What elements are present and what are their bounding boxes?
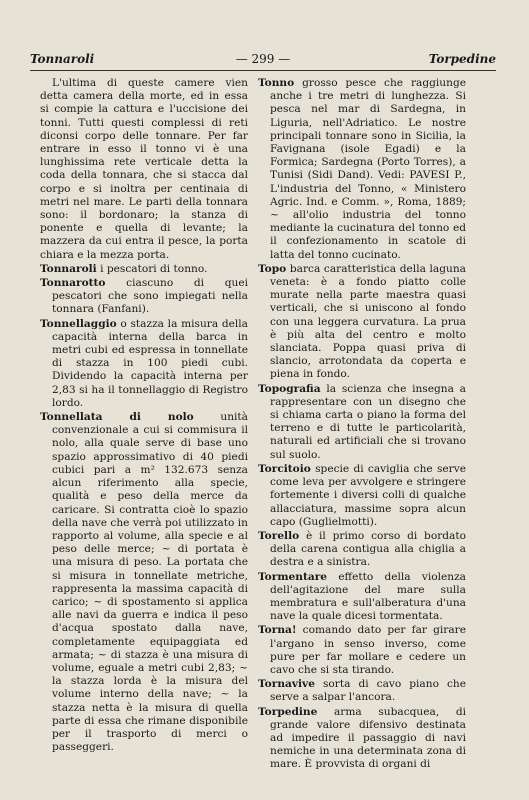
entry	[258, 77, 466, 262]
entry-term: Torna!	[258, 624, 297, 637]
entry-term: Tonnellaggio	[40, 317, 117, 330]
entry-term: Torcitoio	[258, 462, 311, 475]
header-right-word: Torpedine	[428, 52, 496, 66]
entry-term: Tonnarotto	[40, 277, 106, 290]
entry-term: Tormentare	[258, 570, 328, 583]
entry	[40, 263, 248, 276]
entry-text: grosso pesce che raggiunge anche i tre metri di lunghezza. Si pesca nel mar di Sardegna, in Liguria, nell'Adriatico. Le nostre principali tonnare sono in Sicilia, la Favignana (isole Egadi) e la Formica; Sardegna (Porto Torres), a Tunisi (Sidi Dand). Vedi: PAVESI P., L'industria del Tonno, « Ministero Agric. Ind. e Comm. », Roma, 1889; ~ all'olio industria del tonno mediante la cucinatura del tonno ed il confezionamento in scatole di latta del tonno cucinato.	[270, 77, 466, 261]
entry	[40, 77, 248, 262]
entry-text: i pescatori di tonno.	[96, 262, 208, 275]
entry	[40, 411, 248, 754]
entry	[258, 383, 466, 462]
entry-text: è il primo corso di bordato della carena contigua alla chiglia a destra e a sinistra.	[270, 529, 466, 569]
entry-term: Tonno	[258, 77, 295, 89]
entry-text: unità convenzionale a cui si commisura il nolo, alla quale serve di base uno spazio approssimativo di 40 piedi cubici pari a m² 132.673 senza alcun riferimento alla specie, qualità e peso della merce da caricare. Si contratta cioè lo spazio della nave che verrà poi utilizzato in rapporto al volume, alla specie e al peso delle merce; ~ di portata è una misura di peso. La portata che si misura in tonnellate metriche, rappresenta la massima capacità di carico; ~ di spostamento si applica alle navi da guerra e indica il peso d'acqua spostato dalla nave, completamente equipaggiata ed armata; ~ di stazza è una misura di volume, eguale a metri cubi 2,83; ~ la stazza lorda è la misura del volume interno della nave; ~ la stazza netta è la misura di quella parte di essa che rimane disponibile per il trasporto di merci o passeggeri.	[52, 411, 248, 754]
header-rule	[30, 70, 496, 71]
entry-text: L'ultima di queste camere vien detta camera della morte, ed in essa si compie la cattura e l'uccisione dei tonni. Tutti questi complessi di reti diconsi corpo delle tonnare. Per far entrare in esso il tonno vi è una lunghissima rete verticale detta la coda della tonnara, che si stacca dal corpo e si inoltra per centinaia di metri nel mare. Le parti della tonnara sono: il bordonaro; la stanza di ponente e quella di levante; la mazzera da cui entra il pesce, la porta chiara e la mezza porta.	[40, 77, 248, 261]
entry-text: specie di caviglia che serve come leva per avvolgere e stringere fortemente i diversi colli di qualche allacciatura, massime sopra alcun capo (Guglielmotti).	[270, 462, 466, 528]
entry-term: Tonnellata di nolo	[40, 411, 194, 424]
entry	[40, 277, 248, 317]
entry-text: barca caratteristica della laguna veneta: è a fondo piatto colle murate nella parte maestra quasi verticali, che si uniscono al fondo con una leggera curvatura. La prua è più alta del centro e molto slanciata. Poppa quasi priva di slancio, arrotondata da coperta e piena in fondo.	[270, 262, 466, 381]
entry-term: Torpedine	[258, 705, 318, 718]
entry-text: sorta di cavo piano che serve a salpar l'ancora.	[270, 678, 466, 704]
entry-term: Torello	[258, 529, 300, 542]
entry-term: Topo	[258, 262, 287, 275]
entry	[258, 624, 466, 677]
left-column	[40, 77, 248, 755]
entry-text: la scienza che insegna a rappresentare con un disegno che si chiama carta o piano la forma del terreno e di tutte le particolarità, naturali ed artificiali che si trovano sul suolo.	[270, 382, 466, 461]
entry-text: effetto della violenza dell'agitazione del mare sulla membratura e sull'alberatura d'una nave la quale dicesi tormentata.	[270, 570, 466, 623]
entry	[258, 678, 466, 704]
entry-text: ciascuno di quei pescatori che sono impiegati nella tonnara (Fanfani).	[52, 277, 248, 316]
running-header	[30, 52, 496, 70]
entry	[258, 530, 466, 570]
header-left-word: Tonnaroli	[30, 52, 95, 66]
entry-term: Topografia	[258, 382, 321, 395]
entry-text: comando dato per far girare l'argano in senso inverso, come pure per far mollare e cedere un cavo che si sta tirando.	[270, 624, 466, 676]
entry-term: Tonnaroli	[40, 262, 97, 275]
entry-term: Tornavive	[258, 678, 315, 691]
entry-text: arma subacquea, di grande valore difensivo destinata ad impedire il passaggio di navi nemiche in una determinata zona di mare. È provvista di organi di	[270, 705, 466, 771]
page-number: — 299 —	[235, 52, 291, 66]
entry-text: o stazza la misura della capacità interna della barca in metri cubi ed espressa in tonnellate di stazza in 100 piedi cubi. Dividendo la capacità interna per 2,83 si ha il tonnellaggio di Registro lordo.	[52, 317, 248, 409]
entry	[40, 318, 248, 410]
right-column	[258, 77, 466, 773]
entry	[258, 463, 466, 529]
entry	[258, 706, 466, 772]
entry	[258, 263, 466, 382]
entry	[258, 571, 466, 624]
